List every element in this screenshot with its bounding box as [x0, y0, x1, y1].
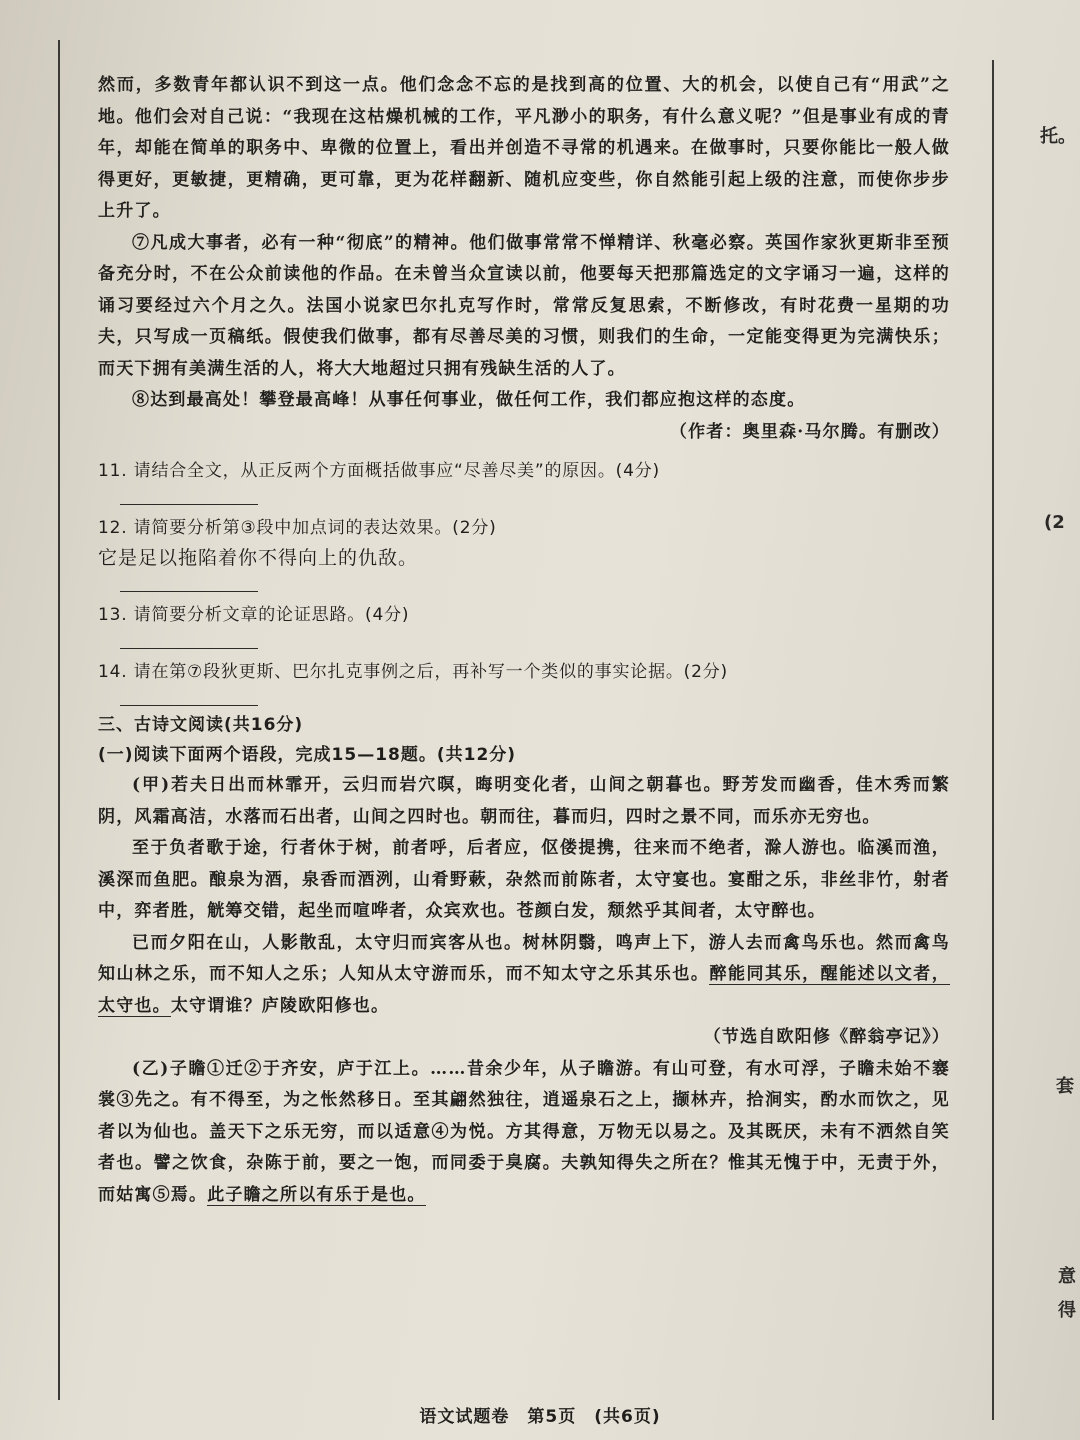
jia-paragraph-1: (甲)若夫日出而林霏开，云归而岩穴暝，晦明变化者，山间之朝暮也。野芳发而幽香，佳木秀而繁阴，风霜高洁，水落而石出者，山间之四时也。朝而往，暮而归，四时之景不同，而乐亦无穷也。	[98, 775, 950, 827]
answer-line-11[interactable]	[120, 504, 258, 505]
answer-line-14[interactable]	[120, 705, 258, 706]
right-margin-rule	[992, 60, 994, 1420]
answer-line-13[interactable]	[120, 648, 258, 649]
jia-p3-text: 已而夕阳在山，人影散乱，太守归而宾客从也。树林阴翳，鸣声上下，游人去而禽鸟乐也。然而禽鸟知山林之乐，而不知人之乐；人知从太守游而乐，而不知太守之乐其乐也。	[98, 932, 950, 984]
question-12-sentence: 它是足以拖陷着你不得向上的仇敌。	[98, 547, 419, 569]
question-12: 12. 请简要分析第③段中加点词的表达效果。(2分)	[98, 518, 497, 538]
page-footer: 语文试题卷 第5页 (共6页)	[419, 1407, 661, 1427]
question-11: 11. 请结合全文，从正反两个方面概括做事应“尽善尽美”的原因。(4分)	[98, 461, 660, 481]
jia-p3-tail: 太守谓谁？庐陵欧阳修也。	[170, 995, 390, 1016]
jia-source: （节选自欧阳修《醉翁亭记》）	[703, 1027, 950, 1047]
paragraph-6: 然而，多数青年都认识不到这一点。他们念念不忘的是找到高的位置、大的机会，以使自己有“用武”之地。他们会对自己说：“我现在这枯燥机械的工作，平凡渺小的职务，有什么意义呢？”但是事业有成的青年，却能在简单的职务中、卑微的位置上，看出并创造不寻常的机遇来。在做事时，只要你能比一般人做得更好，更敏捷，更精确，更可靠，更为花样翻新、随机应变些，你自然能引起上级的注意，而使你步步上升了。	[98, 75, 950, 221]
jia-paragraph-3	[98, 928, 950, 1023]
answer-line-12[interactable]	[120, 591, 258, 592]
content-column	[98, 70, 950, 1211]
yi-text: (乙)子瞻①迁②于齐安，庐于江上。……昔余少年，从子瞻游。有山可登，有水可浮，子瞻未始不褰裳③先之。有不得至，为之怅然移日。至其翩然独往，逍遥泉石之上，撷林卉，拾涧实，酌水而饮之，见者以为仙也。盖天下之乐无穷，而以适意④为悦。方其得意，万物无以易之。及其既厌，未有不洒然自笑者也。譬之饮食，杂陈于前，要之一饱，而同委于臭腐。夫孰知得失之所在？惟其无愧于中，无责于外，而姑寓⑤焉。	[98, 1058, 950, 1205]
jia-paragraph-2: 至于负者歌于途，行者休于树，前者呼，后者应，伛偻提携，往来而不绝者，滁人游也。临溪而渔，溪深而鱼肥。酿泉为酒，泉香而酒洌，山肴野蔌，杂然而前陈者，太守宴也。宴酣之乐，非丝非竹，射者中，弈者胜，觥筹交错，起坐而喧哗者，众宾欢也。苍颜白发，颓然乎其间者，太守醉也。	[98, 838, 950, 921]
margin-fragment-yi: 意	[1058, 1266, 1076, 1287]
yi-underlined: 此子瞻之所以有乐于是也。	[207, 1184, 426, 1205]
left-margin-rule	[58, 40, 60, 1400]
jia-p3-underlined: 醉能同其乐，醒能述以文者，太守也。	[98, 964, 950, 1016]
paragraph-7: ⑦凡成大事者，必有一种“彻底”的精神。他们做事常常不惮精详、秋毫必察。英国作家狄更斯非至预备充分时，不在公众前读他的作品。在未曾当众宣读以前，他要每天把那篇选定的文字诵习一遍，这样的诵习要经过六个月之久。法国小说家巴尔扎克写作时，常常反复思索，不断修改，有时花费一星期的功夫，只写成一页稿纸。假使我们做事，都有尽善尽美的习惯，则我们的生命，一定能变得更为完满快乐；而天下拥有美满生活的人，将大大地超过只拥有残缺生活的人了。	[98, 232, 950, 379]
yi-paragraph	[98, 1054, 950, 1212]
question-14: 14. 请在第⑦段狄更斯、巴尔扎克事例之后，再补写一个类似的事实论据。(2分)	[98, 662, 728, 682]
margin-fragment-tuo: 托。	[1040, 126, 1076, 147]
passage-source: （作者：奥里森·马尔腾。有删改）	[669, 421, 950, 442]
paragraph-8: ⑧达到最高处！攀登最高峰！从事任何事业，做任何工作，我们都应抱这样的态度。	[132, 390, 806, 410]
margin-fragment-de: 得	[1058, 1300, 1076, 1321]
margin-fragment-two: (2	[1044, 512, 1065, 533]
section-3-subtitle: (一)阅读下面两个语段，完成15—18题。(共12分)	[98, 745, 517, 765]
section-3-title: 三、古诗文阅读(共16分)	[98, 715, 304, 735]
margin-fragment-tao: 套	[1056, 1076, 1074, 1097]
question-13: 13. 请简要分析文章的论证思路。(4分)	[98, 605, 410, 625]
